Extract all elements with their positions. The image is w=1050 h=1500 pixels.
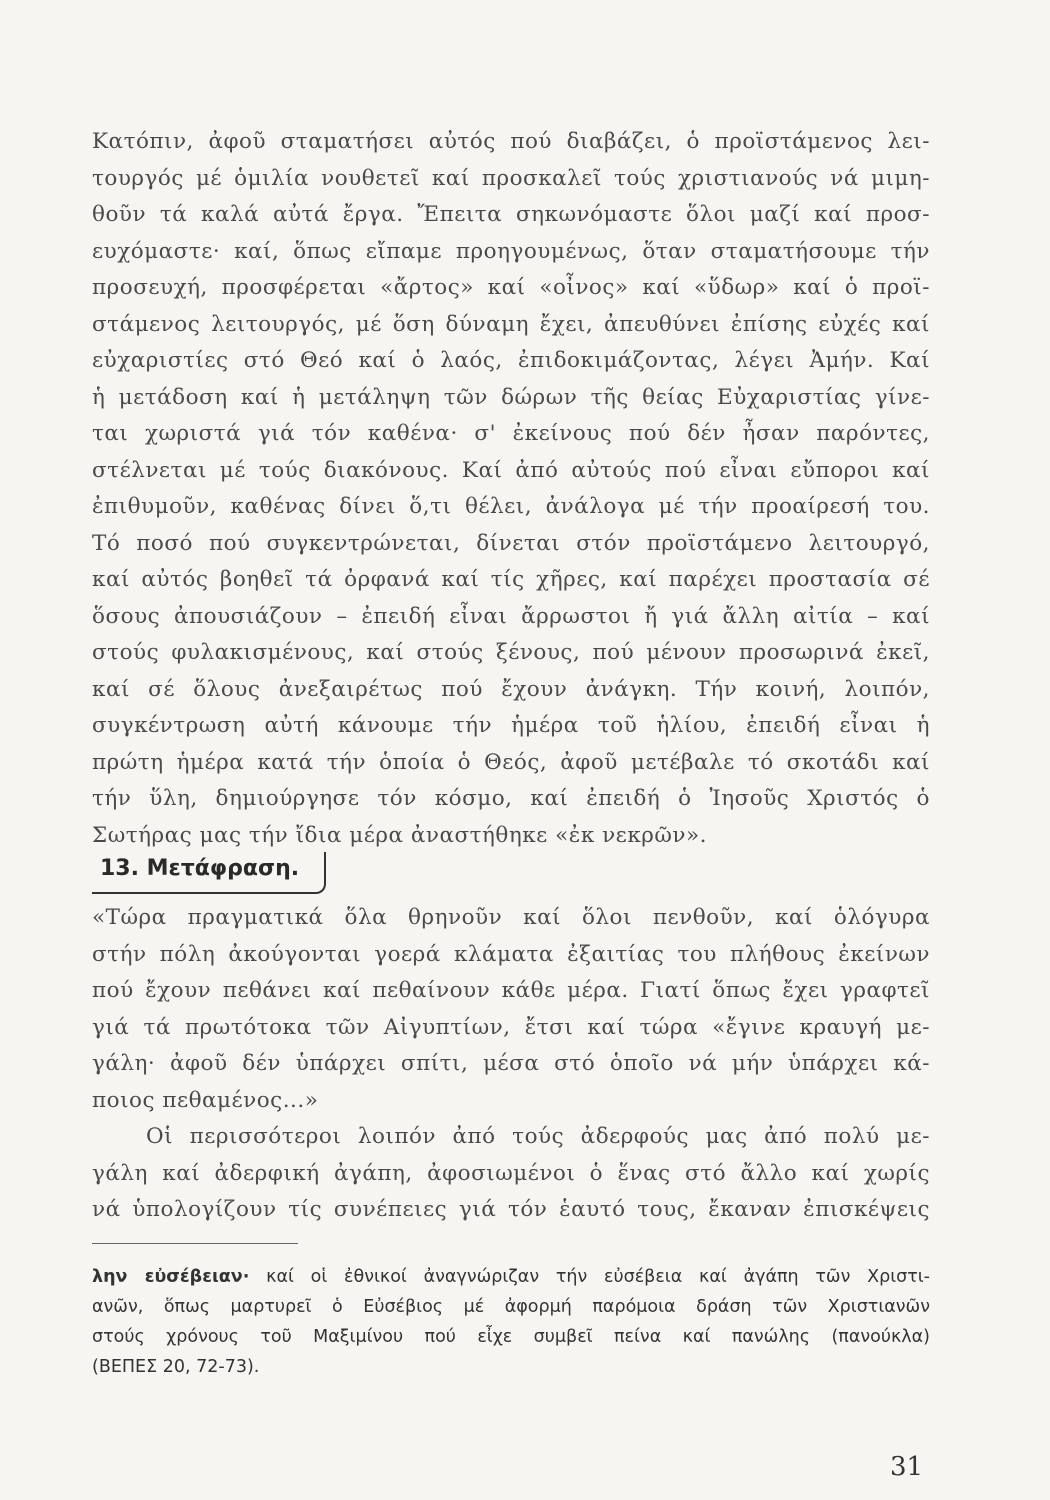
text-line: εὐχαριστίες στό Θεό καί ὁ λαός, ἐπιδοκιμάζοντας, λέγει Ἀμήν. Καί bbox=[92, 348, 930, 373]
footnote-line: στούς χρόνους τοῦ Μαξιμίνου πού εἶχε συμβεῖ πείνα καί πανώλης (πανούκλα) bbox=[92, 1327, 930, 1347]
text-line: τήν ὕλη, δημιούργησε τόν κόσμο, καί ἐπειδή ὁ Ἰησοῦς Χριστός ὁ bbox=[92, 786, 930, 811]
text-line: νά ὑπολογίζουν τίς συνέπειες γιά τόν ἑαυτό τους, ἔκαναν ἐπισκέψεις bbox=[92, 1197, 930, 1222]
text-line: πού ἔχουν πεθάνει καί πεθαίνουν κάθε μέρα. Γιατί ὅπως ἔχει γραφτεῖ bbox=[92, 978, 930, 1003]
text-line: στούς φυλακισμένους, καί στούς ξένους, πού μένουν προσωρινά ἐκεῖ, bbox=[92, 640, 930, 665]
text-line: γιά τά πρωτότοκα τῶν Αἰγυπτίων, ἔτσι καί τώρα «ἔγινε κραυγή με- bbox=[92, 1014, 930, 1040]
paragraph-translation bbox=[92, 900, 930, 1229]
footnote bbox=[92, 1262, 930, 1382]
text-line: Κατόπιν, ἀφοῦ σταματήσει αὐτός πού διαβάζει, ὁ προϊστάμενος λει- bbox=[92, 129, 930, 154]
text-line: προσευχή, προσφέρεται «ἄρτος» καί «οἶνος» καί «ὕδωρ» καί ὁ προϊ- bbox=[92, 275, 930, 300]
text-line: ὅσους ἀπουσιάζουν – ἐπειδή εἶναι ἄρρωστοι ἤ γιά ἄλλη αἰτία – καί bbox=[92, 603, 930, 629]
text-line: Τό ποσό πού συγκεντρώνεται, δίνεται στόν προϊστάμενο λειτουργό, bbox=[92, 530, 930, 556]
text-line: ευχόμαστε· καί, ὅπως εἴπαμε προηγουμένως, ὅταν σταματήσουμε τήν bbox=[92, 238, 930, 264]
text-line: στέλνεται μέ τούς διακόνους. Καί ἀπό αὐτούς πού εἶναι εὔποροι καί bbox=[92, 457, 930, 483]
text-line: συγκέντρωση αὐτή κάνουμε τήν ἡμέρα τοῦ ἡλίου, ἐπειδή εἶναι ἡ bbox=[92, 713, 930, 738]
text-line: «Τώρα πραγματικά ὅλα θρηνοῦν καί ὅλοι πενθοῦν, καί ὁλόγυρα bbox=[92, 905, 930, 930]
text-line: ἡ μετάδοση καί ἡ μετάληψη τῶν δώρων τῆς θείας Εὐχαριστίας γίνε- bbox=[92, 384, 930, 410]
text-line: πρώτη ἡμέρα κατά τήν ὁποία ὁ Θεός, ἀφοῦ μετέβαλε τό σκοτάδι καί bbox=[92, 749, 930, 775]
page-number: 31 bbox=[890, 1452, 924, 1482]
text-line: ποιος πεθαμένος...» bbox=[92, 1087, 319, 1113]
text-line: ται χωριστά γιά τόν καθένα· σ' ἐκείνους πού δέν ἦσαν παρόντες, bbox=[92, 421, 930, 446]
footnote-lead: λην εὐσέβειαν· bbox=[92, 1267, 250, 1287]
footnote-divider bbox=[92, 1243, 298, 1244]
footnote-text: καί οἱ ἐθνικοί ἀναγνώριζαν τήν εὐσέβεια καί ἀγάπη τῶν Χριστι- bbox=[249, 1267, 930, 1287]
text-line: καί αὐτός βοηθεῖ τά ὀρφανά καί τίς χῆρες, καί παρέχει προστασία σέ bbox=[92, 567, 930, 592]
text-line: γάλη καί ἀδερφική ἀγάπη, ἀφοσιωμένοι ὁ ἕνας στό ἄλλο καί χωρίς bbox=[92, 1160, 930, 1186]
footnote-line: ανῶν, ὅπως μαρτυρεῖ ὁ Εὐσέβιος μέ ἀφορμή παρόμοια δράση τῶν Χριστιανῶν bbox=[92, 1297, 930, 1317]
section-heading-label: 13. Μετάφραση. bbox=[100, 856, 300, 881]
footnote-line: (ΒΕΠΕΣ 20, 72-73). bbox=[92, 1357, 260, 1377]
text-line: τουργός μέ ὁμιλία νουθετεῖ καί προσκαλεῖ τούς χριστιανούς νά μιμη- bbox=[92, 165, 930, 191]
text-line: ἐπιθυμοῦν, καθένας δίνει ὅ,τι θέλει, ἀνάλογα μέ τήν προαίρεσή του. bbox=[92, 494, 930, 519]
text-line: θοῦν τά καλά αὐτά ἔργα. Ἔπειτα σηκωνόμαστε ὅλοι μαζί καί προσ- bbox=[92, 202, 930, 227]
section-heading bbox=[92, 852, 326, 894]
text-line: γάλη· ἀφοῦ δέν ὑπάρχει σπίτι, μέσα στό ὁποῖο νά μήν ὑπάρχει κά- bbox=[92, 1051, 930, 1076]
paragraph-justin-liturgy bbox=[92, 124, 930, 854]
text-line: καί σέ ὅλους ἀνεξαιρέτως πού ἔχουν ἀνάγκη. Τήν κοινή, λοιπόν, bbox=[92, 676, 930, 702]
text-line: στάμενος λειτουργός, μέ ὅση δύναμη ἔχει, ἀπευθύνει ἐπίσης εὐχές καί bbox=[92, 311, 930, 337]
footnote-line bbox=[92, 1262, 930, 1292]
text-line: Οἱ περισσότεροι λοιπόν ἀπό τούς ἀδερφούς μας ἀπό πολύ με- bbox=[146, 1124, 930, 1149]
text-line: Σωτήρας μας τήν ἴδια μέρα ἀναστήθηκε «ἐκ νεκρῶν». bbox=[92, 822, 707, 848]
text-line: στήν πόλη ἀκούγονται γοερά κλάματα ἐξαιτίας του πλήθους ἐκείνων bbox=[92, 941, 930, 967]
